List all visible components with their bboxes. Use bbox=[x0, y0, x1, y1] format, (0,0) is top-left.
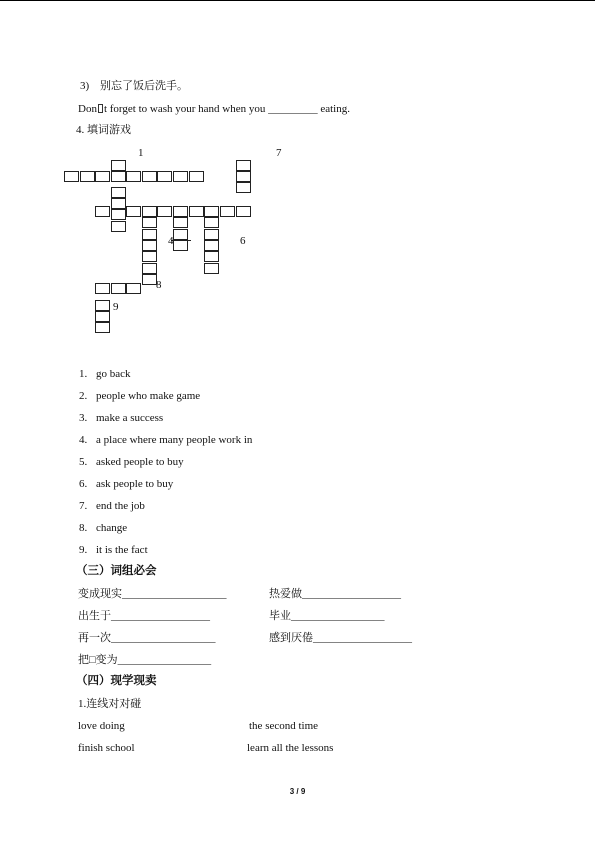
q3-chinese: 别忘了饭后洗手。 bbox=[100, 80, 188, 92]
crossword-cell[interactable] bbox=[142, 240, 157, 251]
crossword-cell[interactable] bbox=[204, 206, 219, 217]
crossword-cell[interactable] bbox=[80, 171, 95, 182]
phrase-blank[interactable]: 变成现实___________________ bbox=[78, 588, 227, 600]
crossword-cell[interactable] bbox=[236, 182, 251, 193]
crossword-cell[interactable] bbox=[236, 206, 251, 217]
crossword-cell[interactable] bbox=[111, 283, 126, 294]
clue-text: end the job bbox=[96, 500, 145, 512]
phrase-blank[interactable]: 热爱做__________________ bbox=[269, 588, 401, 600]
crossword-cell[interactable] bbox=[142, 229, 157, 240]
crossword-cell[interactable] bbox=[111, 221, 126, 232]
crossword-cell[interactable] bbox=[95, 171, 110, 182]
crossword-cell[interactable] bbox=[95, 300, 110, 311]
crossword-cell[interactable] bbox=[126, 206, 141, 217]
crossword-cell[interactable] bbox=[173, 240, 188, 251]
phrase-blank[interactable]: 把□变为_________________ bbox=[78, 654, 212, 666]
clue-number: 3. bbox=[79, 412, 88, 424]
crossword-number-8: 8 bbox=[156, 279, 162, 291]
match-left-item[interactable]: finish school bbox=[78, 742, 135, 754]
crossword-cell[interactable] bbox=[111, 187, 126, 198]
clue-text: people who make game bbox=[96, 390, 201, 402]
crossword-connector bbox=[171, 240, 191, 241]
q3-label: 3) bbox=[80, 80, 90, 92]
crossword-cell[interactable] bbox=[173, 229, 188, 240]
crossword-number-7: 7 bbox=[276, 147, 282, 159]
clue-number: 1. bbox=[79, 368, 88, 380]
crossword-connector bbox=[142, 284, 156, 285]
match-right-item[interactable]: learn all the lessons bbox=[247, 742, 334, 754]
page-number: 3 / 9 bbox=[289, 787, 306, 796]
crossword-cell[interactable] bbox=[126, 283, 141, 294]
q4-title: 4. 填词游戏 bbox=[76, 124, 131, 136]
match-left-item[interactable]: love doing bbox=[78, 720, 125, 732]
crossword-cell[interactable] bbox=[204, 240, 219, 251]
match-right-item[interactable]: the second time bbox=[249, 720, 319, 732]
clue-number: 5. bbox=[79, 456, 88, 468]
clue-number: 6. bbox=[79, 478, 88, 490]
crossword-cell[interactable] bbox=[126, 171, 141, 182]
phrase-blank[interactable]: 再一次___________________ bbox=[78, 632, 216, 644]
crossword-cell[interactable] bbox=[95, 283, 110, 294]
crossword-cell[interactable] bbox=[111, 209, 126, 220]
clue-text: make a success bbox=[96, 412, 164, 424]
crossword-cell[interactable] bbox=[189, 206, 204, 217]
crossword-cell[interactable] bbox=[236, 171, 251, 182]
crossword-number-6: 6 bbox=[240, 235, 246, 247]
crossword-cell[interactable] bbox=[189, 171, 204, 182]
crossword-cell[interactable] bbox=[173, 171, 188, 182]
clue-number: 4. bbox=[79, 434, 88, 446]
crossword-cell[interactable] bbox=[204, 263, 219, 274]
crossword-cell[interactable] bbox=[204, 251, 219, 262]
crossword-number-1: 1 bbox=[138, 147, 144, 159]
crossword-cell[interactable] bbox=[95, 322, 110, 333]
phrase-blank[interactable]: 出生于__________________ bbox=[78, 610, 210, 622]
clue-number: 8. bbox=[79, 522, 88, 534]
clue-text: a place where many people work in bbox=[96, 434, 253, 446]
crossword-cell[interactable] bbox=[220, 206, 235, 217]
clue-text: asked people to buy bbox=[96, 456, 184, 468]
crossword-cell[interactable] bbox=[142, 251, 157, 262]
clue-number: 9. bbox=[79, 544, 88, 556]
clue-number: 7. bbox=[79, 500, 88, 512]
section-4-subtitle: 1.连线对对碰 bbox=[78, 698, 142, 710]
crossword-cell[interactable] bbox=[157, 171, 172, 182]
top-rule bbox=[0, 0, 595, 1]
clue-text: it is the fact bbox=[96, 544, 148, 556]
crossword-cell[interactable] bbox=[142, 171, 157, 182]
crossword-cell[interactable] bbox=[95, 311, 110, 322]
crossword-cell[interactable] bbox=[111, 160, 126, 171]
clue-number: 2. bbox=[79, 390, 88, 402]
section-4-title: （四）现学现卖 bbox=[76, 675, 157, 687]
crossword-cell[interactable] bbox=[95, 206, 110, 217]
section-3-title: （三）词组必会 bbox=[76, 565, 157, 577]
crossword-cell[interactable] bbox=[111, 171, 126, 182]
crossword-cell[interactable] bbox=[142, 263, 157, 274]
phrase-blank[interactable]: 感到厌倦__________________ bbox=[269, 632, 412, 644]
clue-text: go back bbox=[96, 368, 131, 380]
crossword-cell[interactable] bbox=[157, 206, 172, 217]
crossword-cell[interactable] bbox=[64, 171, 79, 182]
q3-english: Don t forget to wash your hand when you _________ eating. bbox=[78, 103, 350, 115]
crossword-number-9: 9 bbox=[113, 301, 119, 313]
crossword-cell[interactable] bbox=[111, 198, 126, 209]
crossword-cell[interactable] bbox=[173, 206, 188, 217]
clue-text: change bbox=[96, 522, 128, 534]
crossword-cell[interactable] bbox=[204, 217, 219, 228]
crossword-cell[interactable] bbox=[173, 217, 188, 228]
clue-text: ask people to buy bbox=[96, 478, 174, 490]
phrase-blank[interactable]: 毕业_________________ bbox=[269, 610, 385, 622]
crossword-cell[interactable] bbox=[142, 206, 157, 217]
crossword-cell[interactable] bbox=[236, 160, 251, 171]
crossword-cell[interactable] bbox=[142, 217, 157, 228]
crossword-cell[interactable] bbox=[204, 229, 219, 240]
crossword-number-4: 4 bbox=[168, 235, 174, 247]
